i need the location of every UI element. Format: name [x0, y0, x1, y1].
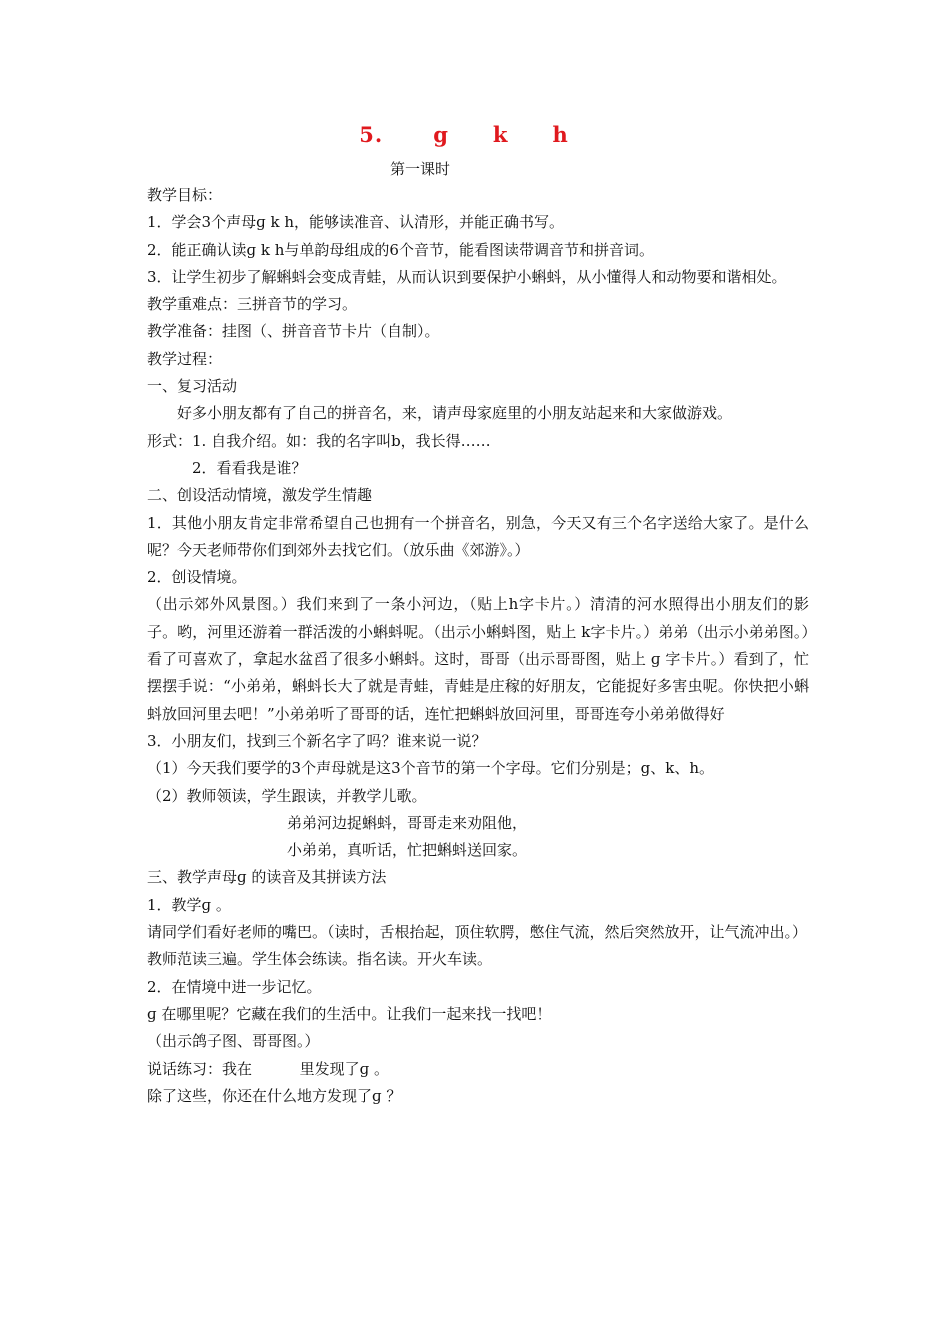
step-heading: 二、创设活动情境，激发学生情趣 — [147, 486, 373, 505]
objective-item: 3．让学生初步了解蝌蚪会变成青蛙，从而认识到要保护小蝌蚪，从小懂得人和动物要和谐相处。 — [147, 267, 787, 286]
paragraph: 1．其他小朋友肯定非常希望自己也拥有一个拼音名，别急，今天又有三个名字送给大家了。是什么呢？今天老师带你们到郊外去找它们。（放乐曲《郊游》。） — [147, 513, 809, 559]
paragraph: 教师范读三遍。学生体会练读。指名读。开火车读。 — [147, 950, 493, 969]
step-heading: 三、教学声母ɡ 的读音及其拼读方法 — [147, 868, 387, 887]
letter-k: k — [492, 122, 509, 147]
paragraph: 说话练习：我在 里发现了ɡ 。 — [147, 1059, 390, 1078]
paragraph: （1）今天我们要学的3个声母就是这3个音节的第一个字母。它们分别是；g、k、h。 — [147, 759, 714, 778]
step-heading: 一、复习活动 — [147, 377, 238, 396]
preparation: 教学准备：挂图（、拼音音节卡片（自制）。 — [147, 322, 440, 341]
key-points: 教学重难点：三拼音节的学习。 — [147, 295, 358, 314]
lesson-title — [0, 122, 950, 147]
lesson-body — [147, 182, 809, 1110]
lesson-number: 5. — [359, 122, 384, 147]
paragraph: 形式：1. 自我介绍。如：我的名字叫b，我长得…… — [147, 431, 491, 450]
letter-h: h — [552, 122, 569, 147]
section-heading: 教学过程： — [147, 349, 223, 368]
lesson-subtitle: 第一课时 — [390, 160, 451, 178]
section-heading: 教学目标： — [147, 186, 223, 204]
paragraph: ɡ 在哪里呢？它藏在我们的生活中。让我们一起来找一找吧！ — [147, 1004, 552, 1023]
paragraph: 1．教学ɡ 。 — [147, 895, 231, 914]
paragraph: （2）教师领读，学生跟读，并教学儿歌。 — [147, 786, 427, 805]
objective-item: 1．学会3个声母ɡ k h，能够读准音、认清形，并能正确书写。 — [147, 213, 564, 232]
paragraph: （出示鸽子图、哥哥图。） — [147, 1032, 320, 1051]
letter-g: g — [433, 122, 449, 147]
paragraph: 除了这些，你还在什么地方发现了ɡ ？ — [147, 1086, 402, 1105]
paragraph: 好多小朋友都有了自己的拼音名，来，请声母家庭里的小朋友站起来和大家做游戏。 — [177, 404, 733, 423]
paragraph: 请同学们看好老师的嘴巴。（读时，舌根抬起，顶住软腭，憋住气流，然后突然放开，让气流冲出。） — [147, 923, 808, 942]
paragraph: （出示郊外风景图。）我们来到了一条小河边，（贴上h字卡片。）清清的河水照得出小朋友们的影子。哟，河里还游着一群活泼的小蝌蚪呢。（出示小蝌蚪图，贴上 k字卡片。）弟弟（出示小弟弟图。）看了可喜欢了，拿起水盆舀了很多小蝌蚪。这时，哥哥（出示哥哥图，贴上 ɡ 字卡片。）看到了，忙摆摆手说：“小弟弟，蝌蚪长大了就是青蛙，青蛙是庄稼的好朋友，它能捉好多害虫呢。你快把小蝌蚪放回河里去吧！”小弟弟听了哥哥的话，连忙把蝌蚪放回河里，哥哥连夸小弟弟做得好 — [147, 595, 809, 723]
paragraph: 2．创设情境。 — [147, 568, 247, 587]
paragraph: 2．在情境中进一步记忆。 — [147, 977, 322, 996]
rhyme-line: 小弟弟，真听话，忙把蝌蚪送回家。 — [287, 841, 528, 860]
paragraph: 3．小朋友们，找到三个新名字了吗？谁来说一说？ — [147, 731, 487, 750]
objective-item: 2．能正确认读ɡ k h与单韵母组成的6个音节，能看图读带调音节和拼音词。 — [147, 240, 654, 259]
rhyme-line: 弟弟河边捉蝌蚪，哥哥走来劝阻他， — [287, 813, 528, 832]
paragraph: 2．看看我是谁？ — [192, 458, 307, 477]
